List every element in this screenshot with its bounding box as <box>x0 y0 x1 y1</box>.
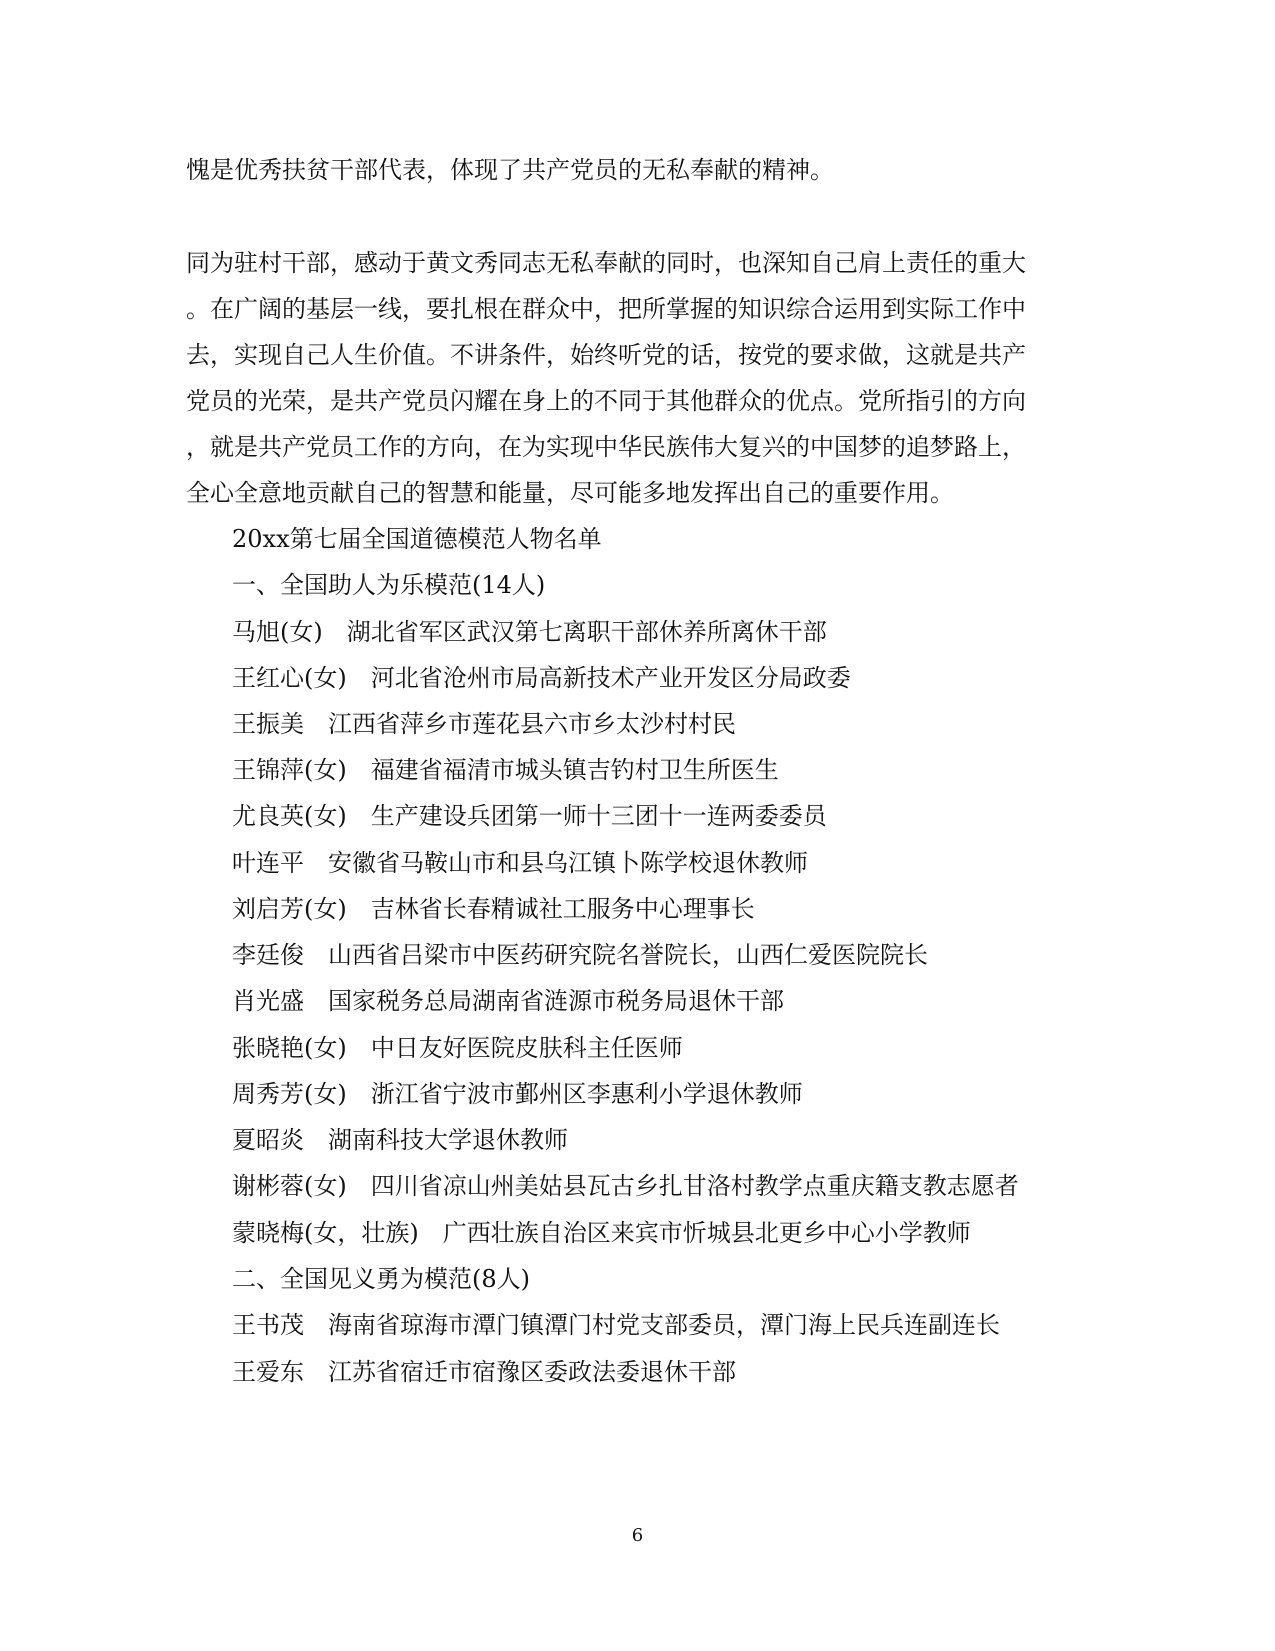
person-description: 中日友好医院皮肤科主任医师 <box>370 1034 683 1062</box>
list-item <box>232 1079 803 1109</box>
section-1-heading: 一、全国助人为乐模范(14人) <box>232 571 546 599</box>
list-item <box>232 1033 683 1063</box>
person-name: 李廷俊 <box>232 941 304 969</box>
person-description: 江苏省宿迁市宿豫区委政法委退休干部 <box>328 1358 736 1386</box>
list-item <box>232 1125 568 1155</box>
person-name: 谢彬蓉(女) <box>232 1172 347 1200</box>
paragraph-2-line-4: 党员的光荣，是共产党员闪耀在身上的不同于其他群众的优点。党所指引的方向 <box>186 387 1026 415</box>
list-item <box>232 986 784 1016</box>
person-name: 王振美 <box>232 710 304 738</box>
person-description: 吉林省长春精诚社工服务中心理事长 <box>370 895 755 923</box>
person-description: 江西省萍乡市莲花县六市乡太沙村村民 <box>328 710 736 738</box>
section-2-heading: 二、全国见义勇为模范(8人) <box>232 1265 530 1293</box>
person-name: 马旭(女) <box>232 618 323 646</box>
person-description: 广西壮族自治区来宾市忻城县北更乡中心小学教师 <box>442 1219 971 1247</box>
person-name: 张晓艳(女) <box>232 1034 347 1062</box>
paragraph-2-line-6: 全心全意地贡献自己的智慧和能量，尽可能多地发挥出自己的重要作用。 <box>186 479 954 507</box>
list-item <box>232 1171 1019 1201</box>
list-item <box>232 755 779 785</box>
person-name: 肖光盛 <box>232 987 304 1015</box>
paragraph-2-line-5: ，就是共产党员工作的方向，在为实现中华民族伟大复兴的中国梦的追梦路上， <box>186 433 1026 461</box>
person-description: 生产建设兵团第一师十三团十一连两委委员 <box>370 802 827 830</box>
list-item <box>232 848 808 878</box>
paragraph-1-line: 愧是优秀扶贫干部代表，体现了共产党员的无私奉献的精神。 <box>186 156 834 184</box>
person-name: 王锦萍(女) <box>232 756 347 784</box>
list-title: 20xx第七届全国道德模范人物名单 <box>232 525 602 553</box>
list-item <box>232 663 851 693</box>
person-name: 尤良英(女) <box>232 802 347 830</box>
list-item <box>232 617 827 647</box>
list-item <box>232 1357 736 1387</box>
person-name: 王红心(女) <box>232 664 347 692</box>
paragraph-2-line-1: 同为驻村干部，感动于黄文秀同志无私奉献的同时，也深知自己肩上责任的重大 <box>186 249 1026 277</box>
person-description: 国家税务总局湖南省涟源市税务局退休干部 <box>328 987 784 1015</box>
person-name: 周秀芳(女) <box>232 1080 347 1108</box>
person-name: 刘启芳(女) <box>232 895 347 923</box>
person-description: 河北省沧州市局高新技术产业开发区分局政委 <box>370 664 851 692</box>
person-description: 安徽省马鞍山市和县乌江镇卜陈学校退休教师 <box>328 849 808 877</box>
list-item <box>232 1218 971 1248</box>
person-description: 山西省吕梁市中医药研究院名誉院长，山西仁爱医院院长 <box>328 941 928 969</box>
person-description: 福建省福清市城头镇吉钓村卫生所医生 <box>370 756 779 784</box>
person-name: 王书茂 <box>232 1311 304 1339</box>
list-item <box>232 894 755 924</box>
person-name: 蒙晓梅(女，壮族) <box>232 1219 419 1247</box>
page-number: 6 <box>631 1525 644 1546</box>
paragraph-2-line-2: 。在广阔的基层一线，要扎根在群众中，把所掌握的知识综合运用到实际工作中 <box>186 295 1026 323</box>
person-description: 四川省凉山州美姑县瓦古乡扎甘洛村教学点重庆籍支教志愿者 <box>370 1172 1019 1200</box>
person-description: 湖北省军区武汉第七离职干部休养所离休干部 <box>346 618 827 646</box>
list-item <box>232 940 928 970</box>
person-description: 湖南科技大学退休教师 <box>328 1126 568 1154</box>
paragraph-2-line-3: 去，实现自己人生价值。不讲条件，始终听党的话，按党的要求做，这就是共产 <box>186 341 1026 369</box>
list-item <box>232 801 827 831</box>
person-description: 浙江省宁波市鄞州区李惠利小学退休教师 <box>370 1080 803 1108</box>
person-name: 叶连平 <box>232 849 304 877</box>
person-name: 王爱东 <box>232 1358 304 1386</box>
person-description: 海南省琼海市潭门镇潭门村党支部委员，潭门海上民兵连副连长 <box>328 1311 1000 1339</box>
list-item <box>232 709 736 739</box>
list-item <box>232 1310 1000 1340</box>
person-name: 夏昭炎 <box>232 1126 304 1154</box>
